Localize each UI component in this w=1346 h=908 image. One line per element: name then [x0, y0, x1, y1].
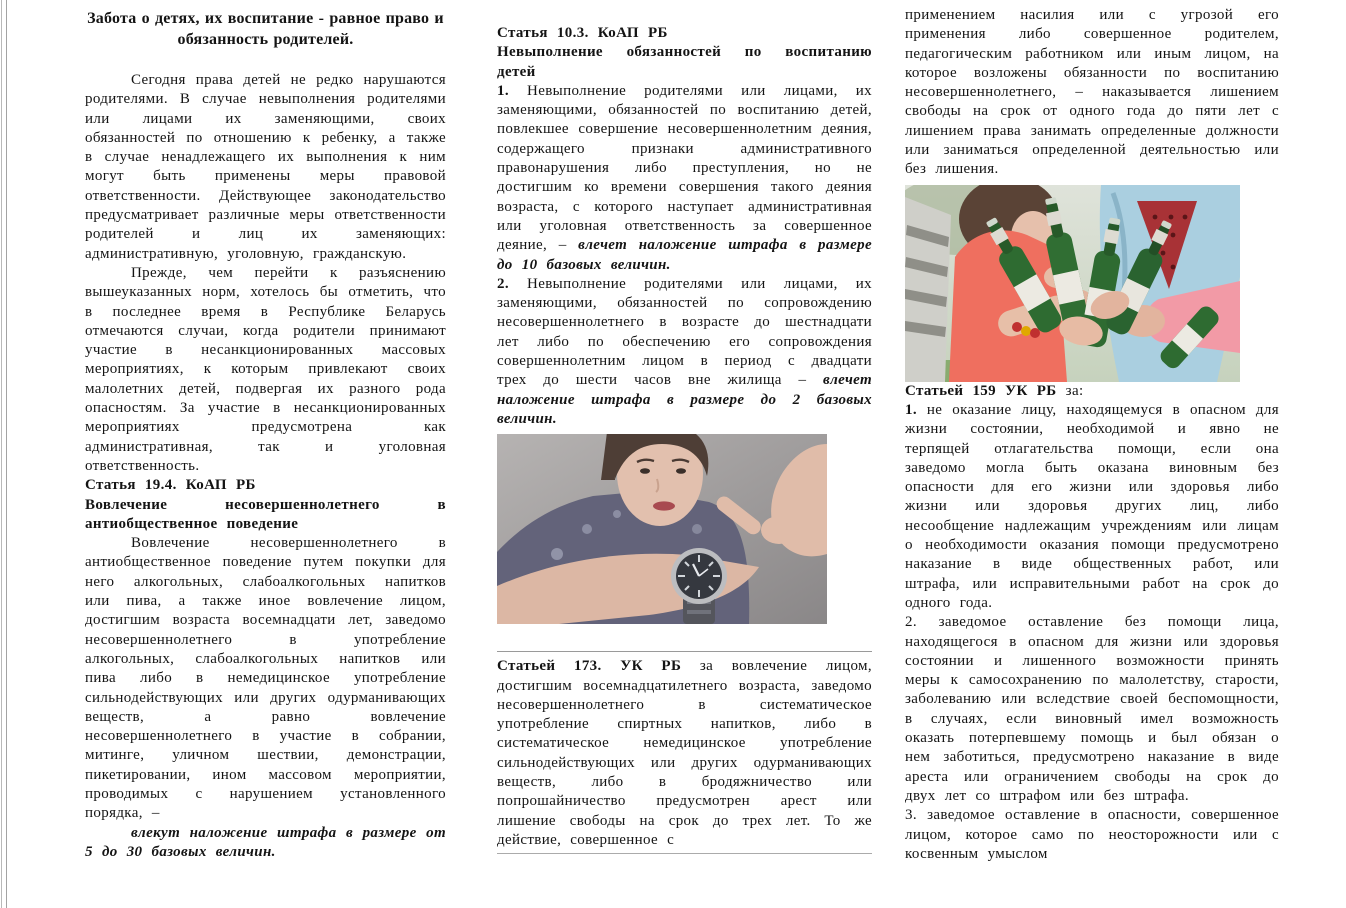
article-159-part-3: 3. заведомое оставление в опасности, совершенное лицом, которое само по неосторожности или с косвенным умыслом	[905, 807, 1279, 862]
article-159-part-1	[905, 401, 1279, 613]
article-10-3-part-2	[497, 275, 872, 429]
article-10-3-number: Статья 10.3. КоАП РБ	[497, 25, 668, 41]
penalty-text: влечет наложение штрафа в размере до 2 базовых величин.	[497, 372, 872, 427]
article-173-continuation: применением насилия или с угрозой его применения либо совершенное родителем, педагогическим работником или иным лицом, на которое возложены обязанности по воспитанию несовершеннолетнего, – наказывается лишением свободы на срок от одного года до пяти лет с лишением права занимать определенные должности или заниматься определенной деятельностью или без лишения.	[905, 7, 1279, 178]
clause-text: не оказание лицу, находящемуся в опасном для жизни состоянии, необходимой и явно не терпящей отлагательства помощи, если она заведомо могла быть оказана виновным без опасности для его жизни или здоровья либо жизни или здоровья других лиц, либо несообщение надлежащим учреждениям или лицам о необходимости оказания помощи предусмотрено наказание в виде общественных работ, или штрафа, или исправительными работ на срок до одного года.	[905, 401, 1279, 611]
photo-woman-watch	[497, 434, 872, 624]
penalty-text: влечет наложение штрафа в размере до 10 базовых величин.	[497, 237, 872, 273]
intro-paragraph-2: Прежде, чем перейти к разъяснению вышеуказанных норм, хотелось бы отметить, что в последнее время в Республике Беларусь отмечаются случаи, когда родители принимают участие в несанкционированных массовых мероприятиях, к которым привлекают своих малолетних детей, подвергая их разного рода опасностям. За участие в несанкционированных мероприятиях предусмотрена как административная, так и уголовная ответственность.	[85, 264, 446, 474]
clause-text: Невыполнение родителями или лицами, их заменяющими, обязанностей по сопровождению несовершеннолетнего в возрасте до шестнадцати лет либо по обеспечению его сопровождения совершеннолетним лицом в период с двадцати трех до шести часов вне жилища –	[497, 275, 872, 389]
photo-teens-beer	[905, 185, 1279, 382]
article-19-4-number: Статья 19.4. КоАП РБ	[85, 477, 256, 494]
clause-number: 1.	[497, 82, 509, 99]
clause-text: Невыполнение родителями или лицами, их заменяющими, обязанностей по воспитанию детей, повлекшее совершение несовершеннолетним деяния, содержащего признаки административного правонарушения либо преступления, но не достигшим ко времени совершения такого деяния возраста, с которого наступает административная или уголовная ответственность за совершенное деяние, –	[497, 82, 872, 254]
column-left	[85, 8, 446, 906]
separator-line	[497, 651, 872, 652]
clause-number: 2.	[497, 275, 509, 292]
article-19-4-penalty: влекут наложение штрафа в размере от 5 до 30 базовых величин.	[85, 824, 446, 860]
article-159-tail: за:	[1056, 382, 1084, 399]
article-159-lead: Статьей 159 УК РБ	[905, 382, 1057, 399]
separator-line	[497, 853, 872, 854]
page-edge-line	[1, 0, 2, 908]
article-10-3-title: Невыполнение обязанностей по воспитанию детей	[497, 44, 872, 80]
striped-sleeve	[905, 197, 951, 382]
article-19-4-body: Вовлечение несовершеннолетнего в антиобщественное поведение путем покупки для него алкогольных, слабоалкогольных напитков или пива, а также иное вовлечение лицом, достигшим возраста восемнадцати лет, заведомо несовершеннолетнего в употребление алкогольных, слабоалкогольных напитков или пива либо в немедицинское употребление сильнодействующих или других одурманивающих веществ, а равно вовлечение несовершеннолетнего в участие в собрании, митинге, уличном шествии, демонстрации, пикетировании, ином массовом мероприятии, проводимых с нарушением установленного порядка, –	[85, 535, 446, 822]
clause-text: за вовлечение лицом, достигшим восемнадцатилетнего возраста, заведомо несовершеннолетнего в систематическое употребление спиртных напитков, либо в систематическое немедицинское употребление сильнодействующих или других одурманивающих веществ, либо в бродяжничество или попрошайничество предусмотрен арест или лишение свободы на срок до трех лет. То же действие, совершенное с	[497, 658, 872, 848]
article-159-heading	[905, 382, 1279, 401]
column-right	[905, 6, 1279, 908]
article-173-lead: Статьей 173. УК РБ	[497, 658, 682, 675]
article-173-body	[497, 657, 872, 850]
intro-paragraph: Сегодня права детей не редко нарушаются родителями. В случае невыполнения родителями или лицами их заменяющими, своих обязанностей по отношению к ребенку, а также в случае ненадлежащего их выполнения к ним могут быть применены меры правовой ответственности. Действующее законодательство предусматривает различные меры ответственности родителей и лиц их заменяющих: административную, уголовную, гражданскую.	[85, 72, 446, 262]
column-middle	[497, 24, 872, 908]
article-159-part-2: 2. заведомое оставление без помощи лица, находящегося в опасном для жизни или здоровья состоянии и лишенного возможности принять меры к самосохранению по малолетству, старости, заболеванию или вследствие своей беспомощности, в случаях, если виновный имел возможность оказать потерпевшему помощь и был обязан о нем заботиться, предусмотрено наказание в виде ареста или ограничением свободы на срок до двух лет со штрафом или без штрафа.	[905, 614, 1279, 804]
lips	[653, 502, 675, 511]
page-edge-line	[6, 0, 7, 908]
bead-bracelet	[1012, 322, 1022, 332]
clause-number: 1.	[905, 401, 917, 418]
article-19-4-title: Вовлечение несовершеннолетнего в антиобщественное поведение	[85, 496, 446, 532]
article-10-3-part-1	[497, 82, 872, 275]
page-title: Забота о детях, их воспитание - равное право и обязанность родителей.	[87, 10, 444, 48]
